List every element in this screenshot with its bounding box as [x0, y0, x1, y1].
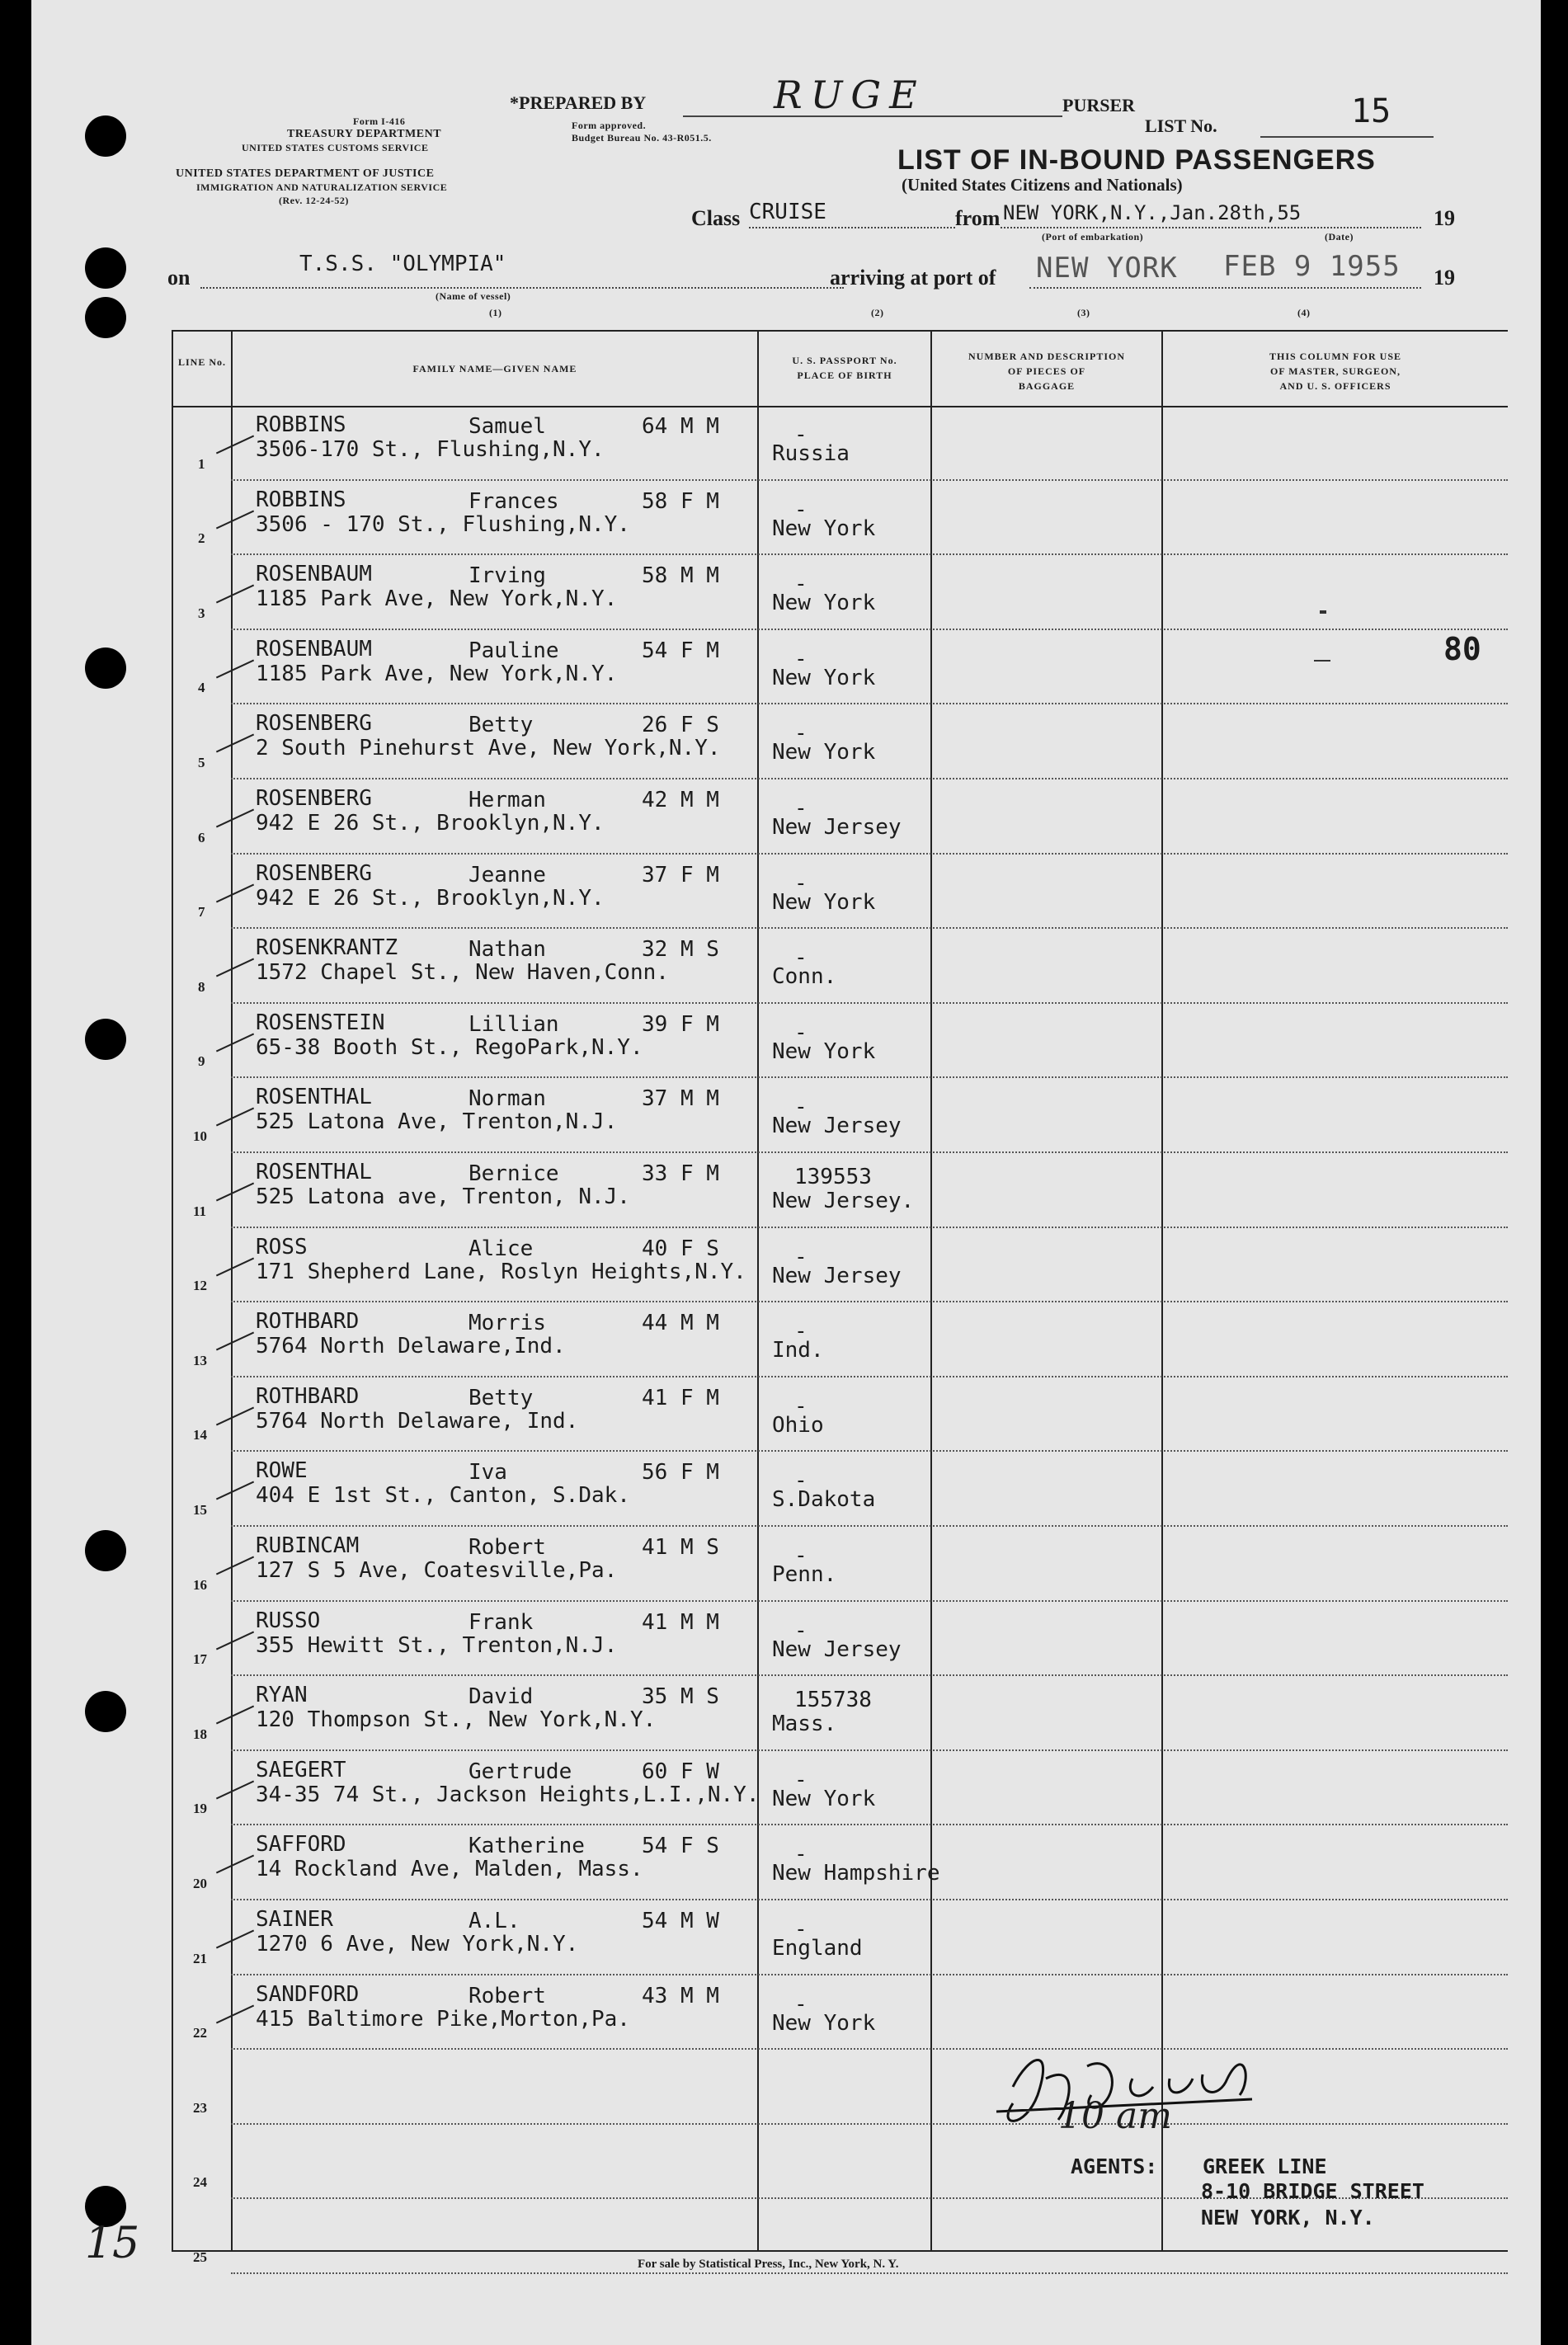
line-number: 22 [193, 2025, 207, 2041]
immigration-service: IMMIGRATION AND NATURALIZATION SERVICE [196, 181, 448, 193]
family-name: SANDFORD [256, 1981, 360, 2007]
line-number: 19 [193, 1801, 207, 1817]
vessel-name: T.S.S. "OLYMPIA" [299, 252, 506, 276]
passport-number: - [794, 422, 808, 447]
table-row [31, 704, 1541, 779]
age-sex-status: 37 M M [642, 1086, 719, 1112]
col-number-2: (2) [871, 307, 884, 318]
check-mark [216, 1556, 254, 1575]
address: 65-38 Booth St., RegoPark,N.Y. [256, 1034, 643, 1060]
age-sex-status: 58 M M [642, 563, 719, 589]
age-sex-status: 58 F M [642, 488, 719, 514]
table-row [31, 1377, 1541, 1453]
check-mark [216, 1855, 254, 1874]
line-number: 14 [193, 1427, 207, 1443]
budget-bureau: Budget Bureau No. 43-R051.5. [572, 132, 712, 144]
given-name: Morris [469, 1311, 546, 1336]
arrival-stamp-date: FEB 9 1955 [1223, 250, 1401, 283]
table-row [31, 1527, 1541, 1602]
margin-mark [1314, 660, 1330, 662]
port-caption: (Port of embarkation) [1042, 231, 1144, 243]
birthplace: Mass. [772, 1712, 837, 1737]
given-name: Katherine [469, 1834, 585, 1859]
age-sex-status: 43 M M [642, 1983, 719, 2008]
vessel-line [200, 287, 844, 289]
address: 120 Thompson St., New York,N.Y. [256, 1707, 657, 1733]
passport-number: - [794, 1617, 808, 1643]
form-title: LIST OF IN-BOUND PASSENGERS [897, 144, 1376, 176]
check-mark [216, 809, 254, 828]
family-name: ROSENSTEIN [256, 1010, 385, 1035]
purser-label: PURSER [1062, 95, 1136, 115]
col-header-baggage-3: BAGGAGE [1018, 380, 1076, 392]
age-sex-status: 26 F S [642, 713, 719, 738]
given-name: Iva [469, 1460, 507, 1486]
family-name: ROSENKRANTZ [256, 935, 398, 961]
family-name: SAEGERT [256, 1757, 346, 1782]
family-name: ROBBINS [256, 487, 346, 512]
line-number: 18 [193, 1726, 207, 1742]
address: 3506 - 170 St., Flushing,N.Y. [256, 511, 630, 537]
line-number: 23 [193, 2099, 207, 2116]
check-mark [216, 1930, 254, 1949]
birthplace: S.Dakota [772, 1487, 876, 1513]
line-number: 11 [193, 1203, 207, 1219]
col-header-official-3: AND U. S. OFFICERS [1279, 380, 1391, 392]
address: 5764 North Delaware, Ind. [256, 1408, 579, 1434]
given-name: David [469, 1684, 534, 1710]
table-row [31, 1900, 1541, 1975]
birthplace: New York [772, 1038, 876, 1064]
passport-number: - [794, 497, 808, 522]
line-number: 9 [198, 1053, 205, 1070]
family-name: RYAN [256, 1683, 308, 1708]
given-name: Frank [469, 1609, 534, 1635]
birthplace: England [772, 1936, 863, 1961]
punch-hole [85, 297, 126, 338]
birthplace: New York [772, 516, 876, 541]
birthplace: New Hampshire [772, 1861, 940, 1886]
birthplace: Ind. [772, 1338, 824, 1363]
col-number-1: (1) [489, 307, 502, 318]
given-name: Robert [469, 1983, 546, 2008]
check-mark [216, 1406, 254, 1425]
corner-note: 15 [85, 2219, 140, 2268]
check-mark [216, 958, 254, 977]
form-approved: Form approved. [572, 120, 647, 131]
family-name: RUBINCAM [256, 1533, 360, 1558]
given-name: Herman [469, 788, 546, 812]
line-number: 5 [198, 754, 205, 770]
family-name: ROSENBAUM [256, 636, 372, 662]
age-sex-status: 44 M M [642, 1311, 719, 1336]
age-sex-status: 56 F M [642, 1460, 719, 1486]
address: 942 E 26 St., Brooklyn,N.Y. [256, 885, 605, 911]
line-number: 13 [193, 1352, 207, 1368]
manifest-page [31, 0, 1541, 2345]
form-subtitle: (United States Citizens and Nationals) [902, 175, 1183, 195]
arrival-line [1029, 287, 1421, 289]
address: 415 Baltimore Pike,Morton,Pa. [256, 2006, 630, 2032]
department-of-justice: UNITED STATES DEPARTMENT OF JUSTICE [176, 167, 435, 180]
col-header-baggage: NUMBER AND DESCRIPTION [968, 351, 1126, 362]
given-name: Samuel [469, 414, 546, 439]
line-number: 4 [198, 680, 205, 696]
arrival-stamp-port: NEW YORK [1036, 252, 1178, 285]
family-name: ROSENTHAL [256, 1085, 372, 1110]
punch-hole [85, 247, 126, 289]
col-number-3: (3) [1077, 307, 1090, 318]
birthplace: New York [772, 740, 876, 765]
passport-number: 139553 [794, 1165, 872, 1189]
year-label-2: 19 [1434, 266, 1455, 290]
address: 1572 Chapel St., New Haven,Conn. [256, 960, 669, 986]
birthplace: New Jersey [772, 1263, 902, 1288]
address: 355 Hewitt St., Trenton,N.J. [256, 1632, 618, 1658]
table-row [31, 406, 1541, 481]
passport-number: - [794, 646, 808, 671]
treasury-department: TREASURY DEPARTMENT [287, 128, 442, 140]
line-number: 21 [193, 1950, 207, 1966]
passport-number: - [794, 1543, 808, 1568]
birthplace: Russia [772, 441, 850, 466]
family-name: SAINER [256, 1907, 333, 1932]
passport-number: - [794, 796, 808, 821]
age-sex-status: 33 F M [642, 1161, 719, 1186]
age-sex-status: 54 F S [642, 1834, 719, 1859]
address: 34-35 74 St., Jackson Heights,L.I.,N.Y. [256, 1782, 760, 1807]
given-name: Robert [469, 1535, 546, 1560]
line-number: 3 [198, 605, 205, 621]
col-header-official-2: OF MASTER, SURGEON, [1270, 365, 1401, 377]
table-row [31, 1078, 1541, 1153]
family-name: ROBBINS [256, 412, 346, 437]
age-sex-status: 41 M S [642, 1535, 719, 1560]
age-sex-status: 41 M M [642, 1609, 719, 1635]
address: 2 South Pinehurst Ave, New York,N.Y. [256, 736, 721, 761]
row-separator [231, 2272, 1508, 2274]
line-number: 16 [193, 1576, 207, 1593]
age-sex-status: 42 M M [642, 788, 719, 812]
agent-name: GREEK LINE [1203, 2154, 1327, 2178]
line-number: 1 [198, 455, 205, 472]
birthplace: New York [772, 591, 876, 616]
punch-hole [85, 115, 126, 157]
age-sex-status: 32 M S [642, 937, 719, 963]
address: 1185 Park Ave, New York,N.Y. [256, 661, 618, 686]
family-name: ROSENBAUM [256, 562, 372, 587]
col-header-line: LINE No. [177, 356, 226, 368]
customs-service: UNITED STATES CUSTOMS SERVICE [242, 142, 429, 153]
from-line [1001, 227, 1421, 228]
given-name: Lillian [469, 1011, 559, 1037]
given-name: Irving [469, 563, 546, 589]
check-mark [216, 1332, 254, 1351]
table-row [31, 779, 1541, 855]
age-sex-status: 37 F M [642, 862, 719, 888]
agents-label: AGENTS: [1071, 2154, 1158, 2178]
table-row [31, 1602, 1541, 1677]
on-label: on [167, 266, 191, 290]
birthplace: New Jersey. [772, 1189, 915, 1213]
line-number: 7 [198, 904, 205, 921]
passport-number: - [794, 1991, 808, 2017]
list-no-value: 15 [1351, 92, 1391, 130]
official-signature [980, 2029, 1326, 2145]
family-name: ROTHBARD [256, 1309, 360, 1335]
given-name: Bernice [469, 1161, 559, 1186]
from-value: NEW YORK,N.Y.,Jan.28th,55 [1003, 201, 1302, 224]
table-row [31, 1228, 1541, 1303]
given-name: Frances [469, 488, 559, 514]
family-name: ROSS [256, 1234, 308, 1260]
line-number: 17 [193, 1651, 207, 1668]
passport-number: - [794, 870, 808, 896]
table-row [31, 555, 1541, 630]
table-row [31, 929, 1541, 1004]
check-mark [216, 1108, 254, 1127]
address: 525 Latona Ave, Trenton,N.J. [256, 1109, 618, 1135]
given-name: Nathan [469, 937, 546, 963]
family-name: ROSENTHAL [256, 1160, 372, 1184]
prepared-by-label: *PREPARED BY [510, 92, 647, 113]
family-name: ROWE [256, 1458, 308, 1484]
address: 525 Latona ave, Trenton, N.J. [256, 1184, 630, 1209]
given-name: A.L. [469, 1909, 520, 1933]
class-value: CRUISE [749, 200, 826, 224]
address: 3506-170 St., Flushing,N.Y. [256, 437, 605, 462]
passport-number: - [794, 721, 808, 746]
class-line [749, 227, 955, 228]
address: 1185 Park Ave, New York,N.Y. [256, 586, 618, 612]
birthplace: New York [772, 2010, 876, 2036]
line-number: 20 [193, 1875, 207, 1891]
line-number: 8 [198, 978, 205, 995]
age-sex-status: 40 F S [642, 1236, 719, 1261]
year-label: 19 [1434, 206, 1455, 230]
check-mark [216, 510, 254, 529]
birthplace: New York [772, 889, 876, 915]
birthplace: Ohio [772, 1412, 824, 1438]
birthplace: New York [772, 1786, 876, 1811]
table-row [31, 1676, 1541, 1751]
col-header-passport: U. S. PASSPORT No. [792, 355, 897, 366]
age-sex-status: 54 M W [642, 1909, 719, 1933]
given-name: Pauline [469, 638, 559, 663]
passport-number: - [794, 1244, 808, 1269]
family-name: ROTHBARD [256, 1383, 360, 1409]
passport-number: - [794, 1095, 808, 1120]
table-row [31, 1004, 1541, 1079]
line-number: 12 [193, 1278, 207, 1294]
given-name: Gertrude [469, 1759, 572, 1784]
table-row [31, 481, 1541, 556]
address: 171 Shepherd Lane, Roslyn Heights,N.Y. [256, 1259, 746, 1284]
list-no-label: LIST No. [1145, 115, 1217, 136]
check-mark [216, 1631, 254, 1650]
table-row [31, 1452, 1541, 1527]
family-name: ROSENBERG [256, 860, 372, 886]
line-number: 25 [193, 2248, 207, 2265]
prepared-by-signature: RUGE [774, 73, 925, 117]
check-mark [216, 883, 254, 902]
line-number: 6 [198, 829, 205, 845]
family-name: SAFFORD [256, 1832, 346, 1858]
arriving-label: arriving at port of [830, 266, 996, 290]
list-no-line [1260, 136, 1434, 138]
passport-number: - [794, 1393, 808, 1419]
birthplace: New Jersey [772, 815, 902, 840]
given-name: Betty [469, 1385, 534, 1410]
birthplace: New Jersey [772, 1636, 902, 1662]
table-row [31, 630, 1541, 705]
margin-note: 80 [1443, 631, 1481, 667]
address: 404 E 1st St., Canton, S.Dak. [256, 1483, 630, 1509]
table-row [31, 1153, 1541, 1228]
check-mark [216, 585, 254, 604]
form-number: Form I-416 [353, 115, 406, 127]
age-sex-status: 35 M S [642, 1684, 719, 1710]
check-mark [216, 1481, 254, 1500]
col-header-name: FAMILY NAME—GIVEN NAME [412, 363, 577, 374]
passport-number: - [794, 1917, 808, 1942]
passport-number: - [794, 1767, 808, 1792]
table-row [31, 1825, 1541, 1900]
birthplace: New Jersey [772, 1114, 902, 1139]
passport-number: - [794, 1842, 808, 1867]
line-number: 15 [193, 1501, 207, 1518]
address: 942 E 26 St., Brooklyn,N.Y. [256, 811, 605, 836]
check-mark [216, 1033, 254, 1052]
passport-number: - [794, 1319, 808, 1344]
birthplace: Penn. [772, 1562, 837, 1587]
given-name: Alice [469, 1236, 534, 1261]
family-name: ROSENBERG [256, 711, 372, 737]
date-caption: (Date) [1325, 231, 1354, 243]
age-sex-status: 54 F M [642, 638, 719, 663]
printer-footer: For sale by Statistical Press, Inc., New York, N. Y. [638, 2258, 899, 2271]
age-sex-status: 39 F M [642, 1011, 719, 1037]
check-mark [216, 1706, 254, 1725]
passport-number: - [794, 945, 808, 971]
check-mark [216, 1257, 254, 1276]
class-label: Class [691, 206, 741, 230]
check-mark [216, 1183, 254, 1202]
family-name: ROSENBERG [256, 786, 372, 811]
vessel-caption: (Name of vessel) [436, 290, 511, 302]
table-row [31, 1751, 1541, 1826]
agent-street: 8-10 BRIDGE STREET [1201, 2179, 1424, 2203]
col-header-birthplace: PLACE OF BIRTH [797, 370, 892, 381]
signature-time: 10 am [1058, 2095, 1172, 2137]
check-mark [216, 734, 254, 753]
address: 1270 6 Ave, New York,N.Y. [256, 1932, 579, 1957]
family-name: RUSSO [256, 1608, 321, 1633]
passport-number: - [794, 572, 808, 597]
address: 14 Rockland Ave, Malden, Mass. [256, 1857, 643, 1882]
check-mark [216, 1780, 254, 1799]
check-mark [216, 659, 254, 678]
birthplace: New York [772, 665, 876, 690]
check-mark [216, 436, 254, 454]
age-sex-status: 41 F M [642, 1385, 719, 1410]
margin-mark [1320, 610, 1326, 614]
agent-city: NEW YORK, N.Y. [1201, 2206, 1375, 2230]
col-header-official: THIS COLUMN FOR USE [1269, 351, 1402, 362]
address: 127 S 5 Ave, Coatesville,Pa. [256, 1558, 618, 1583]
given-name: Jeanne [469, 862, 546, 888]
revision-date: (Rev. 12-24-52) [279, 195, 349, 206]
address: 5764 North Delaware,Ind. [256, 1334, 566, 1359]
passport-number: - [794, 1468, 808, 1494]
line-number: 2 [198, 530, 205, 547]
passport-number: - [794, 1019, 808, 1045]
age-sex-status: 60 F W [642, 1759, 719, 1784]
col-header-baggage-2: OF PIECES OF [1007, 365, 1086, 377]
age-sex-status: 64 M M [642, 414, 719, 439]
given-name: Betty [469, 713, 534, 738]
given-name: Norman [469, 1086, 546, 1112]
from-label: from [955, 206, 1001, 230]
check-mark [216, 2004, 254, 2023]
birthplace: Conn. [772, 964, 837, 990]
table-row [31, 1302, 1541, 1377]
line-number: 24 [193, 2174, 207, 2191]
passport-number: 155738 [794, 1688, 872, 1713]
col-number-4: (4) [1297, 307, 1311, 318]
line-number: 10 [193, 1128, 207, 1144]
table-row [31, 855, 1541, 930]
